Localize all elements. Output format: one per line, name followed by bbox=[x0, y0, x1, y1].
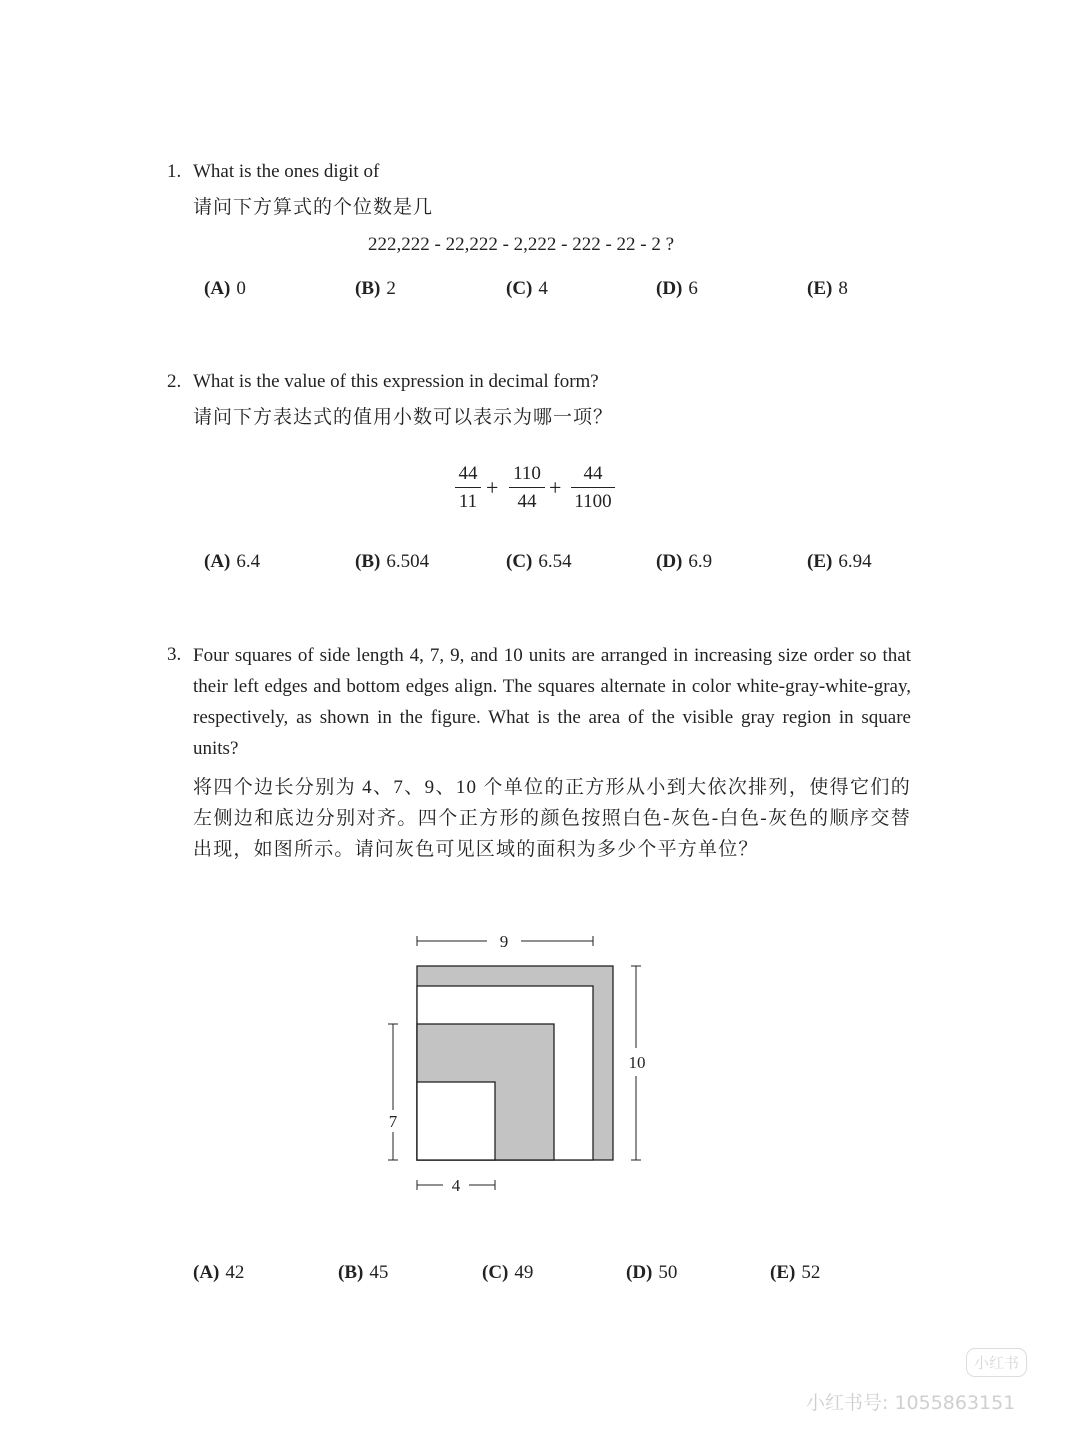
choice-label: (E) bbox=[807, 278, 833, 299]
choice-label: (A) bbox=[193, 1262, 220, 1283]
fraction-denominator: 44 bbox=[517, 491, 537, 512]
choice-value: 6.4 bbox=[236, 551, 261, 572]
q1-choice-a[interactable] bbox=[204, 278, 246, 300]
choice-value: 6.54 bbox=[538, 551, 572, 572]
q2-choice-a[interactable] bbox=[204, 551, 260, 573]
choice-value: 8 bbox=[838, 278, 848, 299]
q1-choice-c[interactable] bbox=[506, 278, 548, 300]
watermark-logo: 小红书 bbox=[966, 1348, 1027, 1377]
choice-value: 42 bbox=[225, 1262, 245, 1283]
choice-value: 6 bbox=[688, 278, 698, 299]
square-4-white bbox=[417, 1082, 495, 1160]
choice-label: (D) bbox=[656, 551, 683, 572]
fraction-numerator: 110 bbox=[509, 463, 545, 488]
q1-choice-d[interactable] bbox=[656, 278, 698, 300]
choice-label: (E) bbox=[807, 551, 833, 572]
q2-number: 2. bbox=[167, 371, 182, 392]
choice-label: (A) bbox=[204, 278, 231, 299]
choice-label: (C) bbox=[482, 1262, 509, 1283]
q2-choice-e[interactable] bbox=[807, 551, 872, 573]
fraction-numerator: 44 bbox=[455, 463, 481, 488]
choice-label: (E) bbox=[770, 1262, 796, 1283]
choice-value: 6.504 bbox=[386, 551, 430, 572]
label-left: 7 bbox=[388, 1112, 398, 1131]
q1-number: 1. bbox=[167, 161, 182, 182]
squares-figure bbox=[375, 920, 675, 1200]
q3-number: 3. bbox=[167, 644, 182, 665]
choice-value: 4 bbox=[538, 278, 548, 299]
watermark-text: 小红书号: 1055863151 bbox=[806, 1392, 1016, 1414]
fraction-denominator: 1100 bbox=[574, 491, 612, 512]
q2-choice-b[interactable] bbox=[355, 551, 429, 573]
q3-text-cn: 将四个边长分别为 4、7、9、10 个单位的正方形从小到大依次排列，使得它们的左侧边和底边分别对齐。四个正方形的颜色按照白色-灰色-白色-灰色的顺序交替出现，如图所示。请问灰色可见区域的面积为多少个平方单位？ bbox=[193, 777, 911, 860]
fraction-denominator: 11 bbox=[458, 491, 478, 512]
choice-label: (C) bbox=[506, 278, 533, 299]
choice-value: 6.94 bbox=[838, 551, 872, 572]
q1-text-cn: 请问下方算式的个位数是几 bbox=[193, 197, 434, 218]
choice-value: 49 bbox=[514, 1262, 534, 1283]
label-bottom: 4 bbox=[451, 1176, 461, 1195]
choice-label: (A) bbox=[204, 551, 231, 572]
q3-text-en: Four squares of side length 4, 7, 9, and 10 units are arranged in increasing size order so that their left edges and bottom edges align. The squares alternate in color white-gray-white-gray, respectively, as shown in the figure. What is the area of the visible gray region in square units? bbox=[193, 645, 911, 759]
q2-choice-c[interactable] bbox=[506, 551, 572, 573]
q2-text-cn: 请问下方表达式的值用小数可以表示为哪一项？ bbox=[193, 407, 614, 428]
choice-label: (B) bbox=[355, 278, 381, 299]
choice-value: 0 bbox=[236, 278, 246, 299]
choice-value: 45 bbox=[369, 1262, 389, 1283]
q2-plus-1: + bbox=[486, 475, 499, 500]
q2-fraction-1 bbox=[455, 463, 481, 513]
choice-label: (D) bbox=[656, 278, 683, 299]
q3-choice-c[interactable] bbox=[482, 1262, 533, 1284]
q2-fraction-2 bbox=[509, 463, 545, 513]
choice-label: (D) bbox=[626, 1262, 653, 1283]
q2-fraction-3 bbox=[571, 463, 615, 513]
q2-text-en: What is the value of this expression in decimal form? bbox=[193, 371, 599, 392]
q3-choice-e[interactable] bbox=[770, 1262, 820, 1284]
fraction-numerator: 44 bbox=[571, 463, 615, 488]
q3-choice-b[interactable] bbox=[338, 1262, 388, 1284]
q3-choice-a[interactable] bbox=[193, 1262, 244, 1284]
q1-choice-e[interactable] bbox=[807, 278, 848, 300]
choice-label: (B) bbox=[338, 1262, 364, 1283]
choice-value: 6.9 bbox=[688, 551, 713, 572]
choice-value: 2 bbox=[386, 278, 396, 299]
q1-text-en: What is the ones digit of bbox=[193, 161, 380, 182]
choice-value: 52 bbox=[801, 1262, 821, 1283]
label-right: 10 bbox=[628, 1053, 646, 1072]
choice-label: (B) bbox=[355, 551, 381, 572]
q2-plus-2: + bbox=[549, 475, 562, 500]
choice-value: 50 bbox=[658, 1262, 678, 1283]
q1-expression: 222,222 - 22,222 - 2,222 - 222 - 22 - 2 ? bbox=[368, 234, 675, 255]
q2-choice-d[interactable] bbox=[656, 551, 712, 573]
label-top: 9 bbox=[499, 932, 509, 951]
choice-label: (C) bbox=[506, 551, 533, 572]
q3-choice-d[interactable] bbox=[626, 1262, 677, 1284]
q1-choice-b[interactable] bbox=[355, 278, 396, 300]
